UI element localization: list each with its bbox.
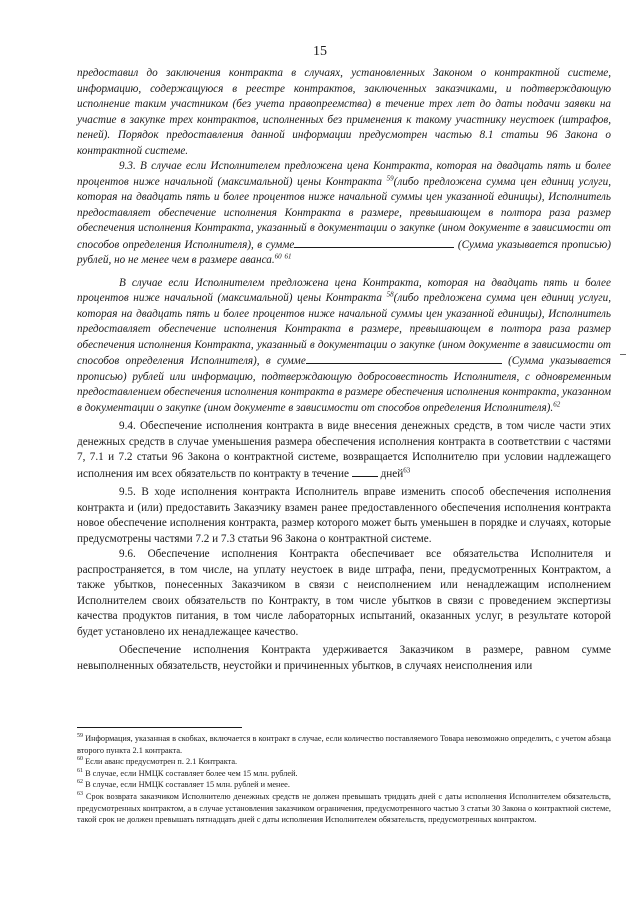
footnote-63 [77,791,611,826]
footnotes [77,733,611,826]
footnote-ref-61[interactable]: 61 [284,252,292,261]
paragraph-alt-text-c: (Сумма указывается прописью) рублей или информацию, подтверждающую добросовестность Исполнителя, с одновременным предоставлением обеспечения исполнения контракта в размере обеспечения исполнения контракта, указанном в документации о закупке (ином документе в зависимости от способов определения Исполнителя). [77,355,612,414]
days-blank-field[interactable] [352,466,378,477]
footnote-61 [77,768,611,780]
paragraph-alt-text-b: (либо предложена сумма цен единиц услуги, которая на двадцать пять и более процентов ниже начальной суммы цен указанной единицы), Исполнитель предоставляет обеспечение исполнения Контракта в размере, превышающем в полтора раза размер обеспечения исполнения Контракта, указанный в документации о закупке (ином документе в зависимости от способов определения Исполнителя), в сумме [77,292,612,367]
amount-blank-field-2[interactable] [306,353,502,364]
footnote-ref-62[interactable]: 62 [553,399,561,408]
footnote-number: 59 [77,733,83,740]
footnote-text: Информация, указанная в скобках, включается в контракт в случае, если количество поставляемого Товара невозможно определить, с учетом абзаца второго пункта 2.1 контракта. [77,734,611,755]
footnote-62 [77,779,611,791]
paragraph-9-4 [77,419,611,482]
footnote-ref-63[interactable]: 63 [403,465,411,474]
paragraph-9-4-text: 9.4. Обеспечение исполнения контракта в виде внесения денежных средств, в том числе части этих денежных средств в случае уменьшения размера обеспечения исполнения контракта в соответствии с частями 7, 7.1 и 7.2 статьи 96 Закона о контрактной системе, возвращается Исполнителю при условии надлежащего исполнения им всех обязательств по контракту в течение [77,420,611,480]
footnote-ref-59[interactable]: 59 [386,173,394,182]
footnote-number: 60 [77,756,83,763]
amount-blank-field[interactable] [294,237,454,248]
scan-edge-mark [620,354,626,355]
footnote-text: В случае, если НМЦК составляет более чем 15 млн. рублей. [83,768,298,778]
footnote-number: 62 [77,779,83,786]
footnote-number: 63 [77,791,83,798]
paragraph-retention: Обеспечение исполнения Контракта удерживается Заказчиком в размере, равном сумме невыполненных обязательств, неустойки и причиненных убытков, в случаях неисполнения или [77,644,611,672]
paragraph-9-3-text-b: (либо предложена сумма цен единиц услуги, которая на двадцать пять и более процентов ниже начальной суммы цен указанной единицы), Исполнитель предоставляет обеспечение исполнения Контракта в размере, превышающем в полтора раза размер обеспечения исполнения Контракта, указанный в документации о закупке (ином документе в зависимости от способов определения Исполнителя), в сумме [77,175,612,251]
paragraph-9-3-text-c: (Сумма указывается прописью) рублей, но не менее чем в размере аванса. [77,238,611,266]
footnote-number: 61 [77,768,83,775]
document-body [77,66,611,674]
footnote-text: В случае, если НМЦК составляет 15 млн. рублей и менее. [83,780,290,790]
footnote-text: Если аванс предусмотрен п. 2.1 Контракта. [83,757,238,767]
paragraph-alt-text-a: В случае если Исполнителем предложена цена Контракта, которая на двадцать пять и более процентов ниже начальной (максимальной) цены Контракта [77,276,611,304]
paragraph-9-6: 9.6. Обеспечение исполнения Контракта обеспечивает все обязательства Исполнителя и распространяется, в том числе, на уплату неустоек в виде штрафа, пени, предусмотренных Контрактом, а также убытков, понесенных Заказчиком в связи с неисполнением или ненадлежащим исполнением Исполнителем своих обязательств по Контракту, в том числе убытков в связи с проведением экспертизы качества продуктов питания, в том числе лабораторных испытаний, оказанных услуг, в результате которой будет установлено их ненадлежащее качество. [77,548,611,638]
paragraph-9-4-days: дней [377,467,404,480]
footnote-60 [77,756,611,768]
footnote-ref-60[interactable]: 60 [274,252,282,261]
footnote-separator [77,727,242,728]
footnote-ref-58[interactable]: 58 [386,290,394,299]
footnote-text: Срок возврата заказчиком Исполнителю денежных средств не должен превышать тридцать дней с даты исполнения Исполнителем обязательств, предусмотренных контрактом, а в случае установления заказчиком ограничения, предусмотренного частью 3 статьи 30 Закона о контрактной системе, такой срок не должен превышать пятнадцать дней с даты исполнения Исполнителем обязательств, предусмотренных контрактом. [77,791,611,825]
paragraph-9-3 [77,159,611,269]
paragraph-alt-9-3 [77,276,611,417]
paragraph-9-5: 9.5. В ходе исполнения контракта Исполнитель вправе изменить способ обеспечения исполнения контракта и (или) предоставить Заказчику взамен ранее предоставленного обеспечения исполнения контракта новое обеспечение исполнения контракта, размер которого может быть уменьшен в порядке и случаях, которые предусмотрены частями 7.2 и 7.3 статьи 96 Закона о контрактной системе. [77,486,611,545]
page-number: 15 [313,44,327,59]
paragraph-9-3-text-a: 9.3. В случае если Исполнителем предложена цена Контракта, которая на двадцать пять и более процентов ниже начальной (максимальной) цены Контракта [77,160,611,188]
paragraph-continuation: предоставил до заключения контракта в случаях, установленных Законом о контрактной системе, информацию, содержащуюся в реестре контрактов, заключенных заказчиками, и подтверждающую исполнение таким участником (без учета правопреемства) в течение трех лет до даты подачи заявки на участие в закупке трех контрактов, исполненных без применения к такому участнику неустоек (штрафов, пеней). Порядок предоставления данной информации предусмотрен частью 8.1 статьи 96 Закона о контрактной системе. [77,67,611,157]
footnote-59 [77,733,611,756]
